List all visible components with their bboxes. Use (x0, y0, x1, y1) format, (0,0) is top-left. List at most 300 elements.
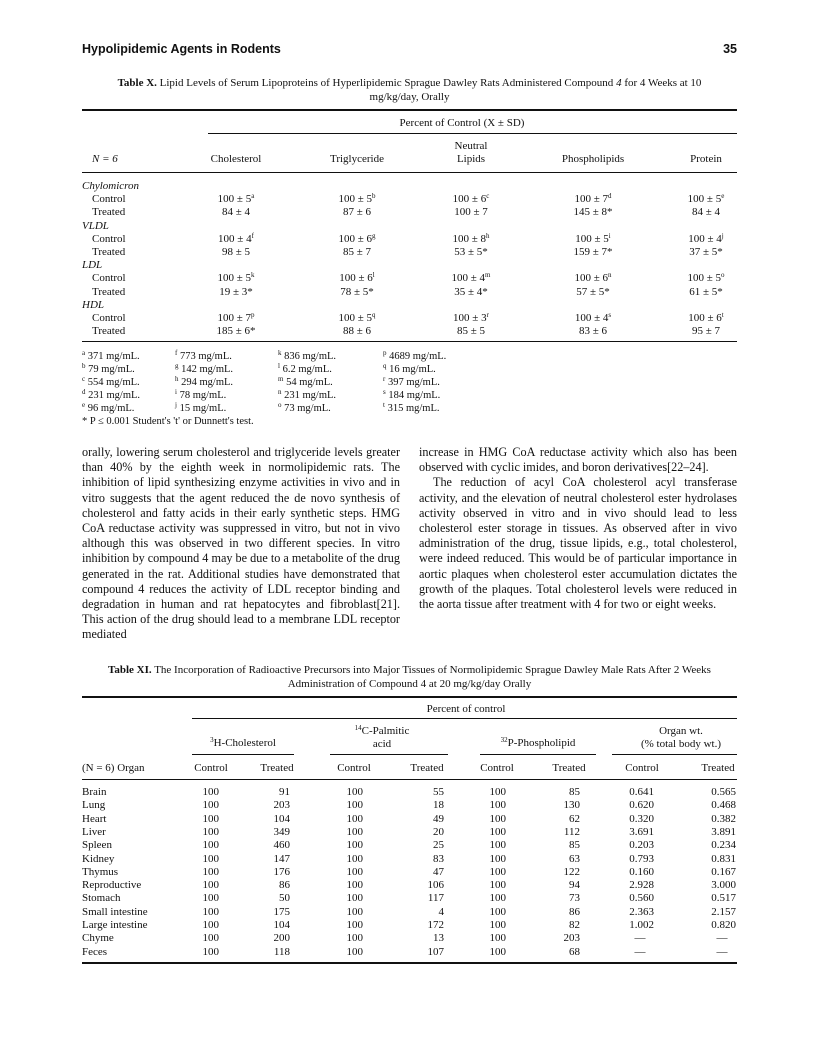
footnote-text: 16 mg/mL. (386, 364, 436, 375)
table10-cell-value: 87 ± 6 (342, 206, 372, 219)
table10-cell-value: 95 ± 7 (691, 325, 721, 338)
table10-cell-value: 100 ± 7 (574, 193, 609, 206)
table10-cell-footnote-mark: p (251, 311, 255, 319)
table11-cell: 175 (273, 905, 290, 918)
table10-caption-text: Lipid Levels of Serum Lipoproteins of Hyperlipidemic Sprague Dawley Rats Administered Compound (159, 77, 617, 89)
table11-cell: 0.820 (711, 919, 736, 931)
table11-caption (82, 663, 737, 691)
table11-cell: 86 (569, 905, 580, 918)
table11-group-rule (192, 754, 294, 755)
table11-spanner-rule (192, 718, 737, 719)
table11-cell: 0.468 (711, 799, 736, 812)
table11-cell: 25 (433, 839, 444, 852)
table10-cell-value: 100 ± 6 (574, 272, 609, 285)
table11-group-header-text: Organ wt. (659, 725, 703, 737)
footnote-text: 294 mg/mL. (178, 377, 234, 388)
table10-cell-value: 85 ± 5 (456, 325, 486, 338)
body-right-paragraph-2: The reduction of acyl CoA cholesterol acyl transferase activity, and the elevation of neutral cholesterol ester hydrolases activity observed in vitro and in vivo should lead to less cholesterol ester storage in tissues. As observed after in vivo administration of the drug, tissue lipids, e.g., total cholesterol, were indeed reduced. This would be of particular importance in aortic plaques when cholesterol ester accumulation dictates the growth of the plaques. Total cholesterol levels were reduced in the aorta tissue after treatment with 4 for two or eight weeks. (419, 475, 737, 612)
table10-cell-value: 35 ± 4* (454, 285, 488, 298)
table11-cell: 100 (202, 905, 219, 918)
table11-cell: 100 (346, 799, 363, 812)
footnote-mark: r (383, 375, 386, 383)
body-left-paragraph: orally, lowering serum cholesterol and triglyceride levels greater than 40% by the eighth week in normolipidemic rats. The inhibition of lipid synthesizing enzyme activities in vivo and in vitro suggests that the agent reduced the de novo synthesis of cholesterol and fatty acids in their early synthetic steps. HMG CoA reductase activity was suppressed in vitro, but not in vivo although this was observed in two different species. In vitro inhibition by compound 4 may be due to a metabolite of the drug generated in the rat. Additional studies have demonstrated that compound 4 reduces the activity of LDL receptor binding and degradation in human and rat hepatocytes and fibroblast[21]. This action of the drug should lead to a membrane LDL receptor mediated (82, 445, 400, 642)
table10-footnote (383, 363, 436, 376)
table11-cell: 100 (202, 799, 219, 812)
footnote-mark: d (82, 388, 86, 396)
col-neutral: Neutral (454, 140, 488, 152)
table10-footnote (82, 389, 140, 402)
table11-cell: 100 (202, 865, 219, 878)
table10-cell (452, 233, 489, 246)
table11-cell: — (634, 945, 646, 958)
table10-footnote (278, 376, 333, 389)
footnote-mark: o (278, 401, 282, 409)
table10-cell-value: 84 ± 4 (221, 206, 251, 219)
table11-cell: 100 (489, 799, 506, 812)
table10-cell (688, 233, 724, 246)
table10-cell (222, 246, 250, 259)
table10-cell-footnote-mark: b (372, 192, 376, 201)
table10-cell (343, 206, 371, 219)
table11-cell: 100 (346, 892, 363, 905)
footnote-text: 773 mg/mL. (177, 351, 232, 362)
table10-caption-text-end: for 4 Weeks at 10 (621, 77, 702, 89)
table11-stub-header: (N = 6) Organ (82, 762, 145, 774)
table11-caption-line2: Administration of Compound 4 at 20 mg/kg/day Orally (287, 678, 532, 690)
table11-subheader: Control (194, 762, 228, 774)
table11-cell: 203 (273, 799, 290, 812)
table10-cell-value: 100 ± 6 (338, 232, 373, 245)
table11-cell: 13 (433, 932, 444, 945)
table11-cell: 100 (346, 825, 363, 838)
footnote-mark: c (82, 375, 86, 383)
col-cholesterol: Cholesterol (210, 153, 262, 165)
table11-cell: 47 (433, 865, 444, 878)
table10-cell-value: 100 ± 4 (451, 272, 486, 285)
table11-subheader: Treated (410, 762, 444, 774)
footnote-mark: k (278, 349, 282, 357)
table10-cell-value: 84 ± 4 (691, 206, 721, 219)
table11-organ-label: Small intestine (82, 905, 148, 918)
table11-subheader: Treated (701, 762, 735, 774)
table11-cell: 0.517 (711, 892, 736, 905)
table11-cell: 0.234 (711, 839, 736, 852)
table11-cell: 3.000 (711, 879, 736, 892)
table11-cell: 100 (489, 825, 506, 838)
table11-cell: 100 (346, 852, 363, 865)
table10-cell (343, 246, 371, 259)
table10-cell (338, 233, 375, 246)
table11-cell: 82 (569, 919, 580, 931)
table11-cell: 86 (279, 879, 290, 892)
isotope-superscript: 14 (354, 724, 362, 732)
footnote-mark: j (175, 401, 177, 409)
table10-spanner: Percent of Control (X ± SD) (399, 117, 525, 129)
table10-cell (576, 286, 610, 299)
table11-cell: 118 (273, 945, 290, 958)
page-number: 35 (723, 42, 737, 56)
table10-cell (222, 206, 250, 219)
table11-cell: 100 (489, 839, 506, 852)
table11-group-rule (330, 754, 448, 755)
table11-organ-label: Brain (82, 786, 107, 798)
table10-cell (340, 286, 374, 299)
table11-cell: 100 (346, 905, 363, 918)
footnote-text: 54 mg/mL. (283, 377, 333, 388)
table11-organ-label: Liver (82, 825, 106, 838)
table10-cell (338, 193, 375, 206)
table11-group-rule (480, 754, 596, 755)
table10-cell-value: 159 ± 7* (573, 246, 613, 258)
table10-cell-value: 100 ± 8 (452, 232, 487, 245)
table10-footnote (175, 402, 226, 415)
table11-cell: — (716, 945, 728, 958)
table10-cell (574, 193, 611, 206)
footnote-mark: f (175, 349, 178, 357)
table11-cell: 100 (202, 945, 219, 958)
body-right-column (419, 445, 737, 612)
table11-cell: 0.793 (629, 852, 654, 865)
table10-cell-value: 100 ± 5 (338, 312, 373, 324)
table11-cell: 112 (563, 825, 580, 838)
table11-cell: 100 (489, 879, 506, 892)
table10-row-label: Treated (92, 285, 126, 298)
table11-cell: 3.691 (629, 825, 654, 838)
table10-cell (689, 246, 723, 259)
table11-cell: 0.831 (711, 852, 736, 865)
table10-footnote (175, 376, 233, 389)
table11-cell: 0.560 (629, 892, 654, 905)
col-protein: Protein (690, 153, 722, 165)
table10-cell-value: 98 ± 5 (221, 246, 251, 258)
running-title: Hypolipidemic Agents in Rodents (82, 42, 281, 56)
table11-cell: 73 (569, 892, 580, 905)
table10-cell (692, 206, 720, 219)
table11-cell: 100 (346, 932, 363, 945)
table11-spanner: Percent of control (426, 703, 506, 715)
table10-cell (339, 272, 375, 285)
table11-organ-label: Chyme (82, 932, 114, 945)
table10-cell-value: 61 ± 5* (689, 285, 723, 298)
table10-footnote (82, 402, 134, 415)
table10-footnote (175, 389, 226, 402)
table10-footnote (82, 350, 140, 363)
table10-cell (218, 233, 254, 246)
footnote-text: 836 mg/mL. (281, 351, 337, 362)
table11-subheader: Treated (260, 762, 294, 774)
table10-cell-footnote-mark: o (721, 271, 725, 280)
table10-cell (453, 193, 490, 206)
table10-caption (82, 76, 737, 104)
table11-cell: 100 (202, 892, 219, 905)
table10-cell (453, 312, 489, 325)
table10-spanner-rule (208, 133, 737, 134)
footnote-mark: p (383, 349, 387, 357)
table10-row-label: Treated (92, 325, 126, 338)
table11-cell: 0.382 (711, 812, 736, 825)
table10-top-rule (82, 109, 737, 111)
table11-cell: 0.203 (629, 839, 654, 852)
table11-group-header (659, 725, 703, 738)
table11-cell: 55 (433, 786, 444, 798)
table11-cell: 2.928 (629, 879, 654, 892)
table10-cell-footnote-mark: q (372, 311, 376, 319)
table10-row-label: Control (92, 312, 126, 324)
table11-cell: 100 (489, 786, 506, 798)
table11-organ-label: Spleen (82, 839, 112, 852)
table11-cell: 94 (569, 879, 580, 892)
table11-cell: 104 (273, 812, 290, 825)
table11-cell: — (634, 932, 646, 945)
table11-cell: 100 (202, 932, 219, 945)
table11-cell: 200 (273, 932, 290, 945)
table11-organ-label: Thymus (82, 865, 119, 878)
footnote-mark: b (82, 362, 86, 370)
table11-cell: 107 (427, 945, 444, 958)
table10-caption-line2: mg/kg/day, Orally (369, 91, 450, 103)
table10-cell (579, 325, 607, 338)
table10-cell-value: 100 ± 5 (217, 193, 252, 206)
table11-cell: 68 (569, 945, 580, 958)
table10-group-label: HDL (82, 298, 105, 311)
footnote-text: 184 mg/mL. (385, 390, 441, 401)
table11-cell: 100 (489, 919, 506, 931)
table11-bottom-rule (82, 962, 737, 964)
footnote-text: 79 mg/mL. (85, 364, 135, 375)
table11-cell: 0.641 (629, 786, 654, 798)
footnote-text: 231 mg/mL. (85, 390, 141, 401)
table11-cell: 147 (273, 852, 290, 865)
table11-cell: 122 (563, 865, 580, 878)
footnote-mark: a (82, 349, 86, 357)
table10-cell-footnote-mark: i (608, 231, 611, 240)
table11-label: Table XI. (108, 664, 152, 676)
table10-cell (573, 246, 612, 259)
table10-footnote (278, 389, 336, 402)
col-phospholipids: Phospholipids (561, 153, 625, 165)
table11-cell: 100 (346, 812, 363, 825)
table10-cell-value: 100 ± 7 (217, 312, 252, 324)
table10-row-label: Treated (92, 246, 126, 258)
table10-bottom-rule (82, 341, 737, 342)
table10-footnote (278, 363, 332, 376)
table11-cell: 0.565 (711, 786, 736, 798)
table11-cell: 100 (489, 812, 506, 825)
table10-group-label: VLDL (82, 219, 109, 232)
table10-cell-value: 100 ± 5 (575, 232, 609, 245)
table10-cell (689, 286, 723, 299)
table10-cell (217, 312, 254, 325)
table11-cell: 100 (346, 919, 363, 931)
footnote-mark: l (278, 362, 280, 370)
table10-row-label: Control (92, 272, 126, 285)
table10-caption-compound: 4 (616, 77, 622, 89)
table10-cell-footnote-mark: a (251, 192, 255, 201)
table11-cell: 100 (202, 879, 219, 892)
table11-cell: 85 (569, 786, 580, 798)
footnote-mark: s (383, 388, 386, 396)
table10-cell-value: 83 ± 6 (578, 325, 608, 338)
table10-cell-value: 100 ± 6 (339, 272, 373, 285)
table11-organ-label: Reproductive (82, 879, 142, 892)
table11-cell: 100 (489, 865, 506, 878)
table11-cell: 91 (279, 786, 290, 798)
table10-cell-footnote-mark: g (372, 231, 376, 240)
table10-cell-footnote-mark: j (721, 231, 724, 240)
table11-cell: 0.320 (629, 812, 654, 825)
table10-cell (452, 272, 491, 285)
table10-footnote (383, 389, 440, 402)
table10-cell-footnote-mark: r (486, 311, 489, 319)
footnote-text: 554 mg/mL. (85, 377, 140, 388)
table10-cell (575, 312, 611, 325)
footnote-mark: m (278, 375, 284, 383)
table11-group-header-line2: (% total body wt.) (640, 738, 722, 750)
footnote-text: 371 mg/mL. (85, 351, 140, 362)
table11-caption-line1: The Incorporation of Radioactive Precursors into Major Tissues of Normolipidemic Sprague Dawley Male Rats After 2 Weeks (154, 664, 711, 676)
table11-cell: 100 (202, 786, 219, 798)
table11-cell: 203 (563, 932, 580, 945)
table10-cell-value: 100 ± 3 (453, 312, 487, 324)
table11-cell: 2.157 (711, 905, 736, 918)
table11-cell: 100 (346, 879, 363, 892)
table10-header-rule (82, 172, 737, 173)
table10-cell (343, 325, 371, 338)
table10-cell-value: 100 ± 6 (688, 312, 722, 324)
table11-cell: 85 (569, 839, 580, 852)
table10-cell (219, 286, 253, 299)
table11-group-header (210, 737, 276, 750)
table11-cell: 49 (433, 812, 444, 825)
footnote-text: 142 mg/mL. (178, 364, 234, 375)
table11-cell: 349 (273, 825, 290, 838)
footnote-text: 315 mg/mL. (384, 403, 440, 414)
table10-cell-footnote-mark: d (608, 192, 612, 201)
isotope-superscript: 32 (500, 736, 508, 744)
table10-cell (688, 193, 725, 206)
table10-cell-value: 100 ± 4 (218, 232, 252, 245)
footnote-mark: q (383, 362, 387, 370)
table10-cell-footnote-mark: e (721, 192, 725, 201)
table10-footnote (175, 363, 233, 376)
table11-subheader: Control (480, 762, 514, 774)
table10-cell-value: 100 ± 5 (687, 193, 722, 206)
table11-cell: 130 (563, 799, 580, 812)
table11-organ-label: Large intestine (82, 919, 148, 931)
table10-footnote (383, 402, 440, 415)
table10-cell-value: 37 ± 5* (689, 246, 723, 258)
isotope-superscript: 3 (210, 736, 214, 744)
table11-group-header-line2: acid (372, 738, 392, 750)
table11-cell: 62 (569, 812, 580, 825)
table10-footnote (82, 363, 135, 376)
table10-group-label: Chylomicron (82, 180, 140, 192)
table10-cell-footnote-mark: n (608, 271, 612, 280)
table10-row-label: Control (92, 232, 126, 245)
table10-cell (573, 206, 612, 219)
table10-cell (692, 325, 720, 338)
footnote-text: 6.2 mg/mL. (279, 364, 332, 375)
table10-cell-value: 78 ± 5* (340, 285, 374, 298)
table11-cell: 100 (489, 945, 506, 958)
table11-subheader: Control (337, 762, 371, 774)
table11-cell: 100 (489, 852, 506, 865)
footnote-text: 15 mg/mL. (176, 403, 227, 414)
col-lipids: Lipids (456, 153, 486, 165)
table11-cell: 0.160 (629, 865, 654, 878)
table10-cell (454, 206, 488, 219)
table10-cell (217, 272, 254, 285)
table10-cell-value: 100 ± 6 (452, 193, 487, 206)
table10-cell-value: 100 ± 5 (338, 193, 373, 206)
table10-cell (216, 325, 255, 338)
table10-cell-value: 100 ± 4 (688, 232, 722, 245)
table11-group-header-text: P-Phospholipid (507, 737, 576, 749)
table11-cell: 50 (279, 892, 290, 905)
table11-cell: 0.167 (711, 865, 736, 878)
table11-group-rule (612, 754, 737, 755)
table10-group-label: LDL (82, 259, 103, 272)
table11-cell: 1.002 (629, 919, 654, 931)
footnote-text: 4689 mg/mL. (386, 351, 447, 362)
table10-footnote (383, 350, 446, 363)
table11-cell: 20 (433, 825, 444, 838)
table11-cell: 460 (273, 839, 290, 852)
footnote-text: 73 mg/mL. (281, 403, 331, 414)
table10-cell-footnote-mark: m (485, 271, 491, 280)
body-left-column (82, 445, 400, 643)
table10-cell (687, 272, 724, 285)
table11-cell: 106 (427, 879, 444, 892)
running-head (82, 42, 737, 56)
table10-cell (688, 312, 724, 325)
table11-organ-label: Stomach (82, 892, 121, 905)
table11-cell: 100 (489, 892, 506, 905)
table11-cell: 100 (346, 865, 363, 878)
footnote-text: 78 mg/mL. (176, 390, 227, 401)
table11-cell: 104 (273, 919, 290, 931)
table10-cell (457, 325, 485, 338)
table10-stat-note: * P ≤ 0.001 Student's 't' or Dunnett's test. (82, 416, 254, 427)
table10-cell-value: 185 ± 6* (216, 325, 256, 338)
table11-subheader: Control (625, 762, 659, 774)
table10-cell-footnote-mark: h (486, 231, 490, 240)
table11-cell: 63 (569, 852, 580, 865)
table11-cell: 18 (433, 799, 444, 812)
table11-cell: 100 (202, 839, 219, 852)
table10-cell (575, 233, 611, 246)
table10-cell-footnote-mark: k (251, 271, 255, 280)
table10-cell (338, 312, 375, 325)
table11-cell: 100 (489, 905, 506, 918)
table10-cell-value: 145 ± 8* (573, 206, 613, 219)
table11-organ-label: Feces (82, 945, 108, 958)
table10-cell (454, 246, 488, 259)
table10-cell (218, 193, 255, 206)
table10-cell-value: 19 ± 3* (219, 285, 253, 298)
table10-cell-value: 85 ± 7 (342, 246, 372, 258)
table11-subheader: Treated (552, 762, 586, 774)
body-right-paragraph-1: increase in HMG CoA reductase activity which also has been observed with cyclic imides, and boron derivatives[22–24]. (419, 445, 737, 475)
table11-cell: — (716, 932, 728, 945)
footnote-mark: h (175, 375, 179, 383)
table10-cell-footnote-mark: l (372, 271, 375, 280)
table10-footnote (82, 376, 140, 389)
table11-cell: 100 (202, 919, 219, 931)
table11-organ-label: Heart (82, 812, 107, 825)
table11-cell: 100 (346, 786, 363, 798)
table10-footnote (175, 350, 232, 363)
